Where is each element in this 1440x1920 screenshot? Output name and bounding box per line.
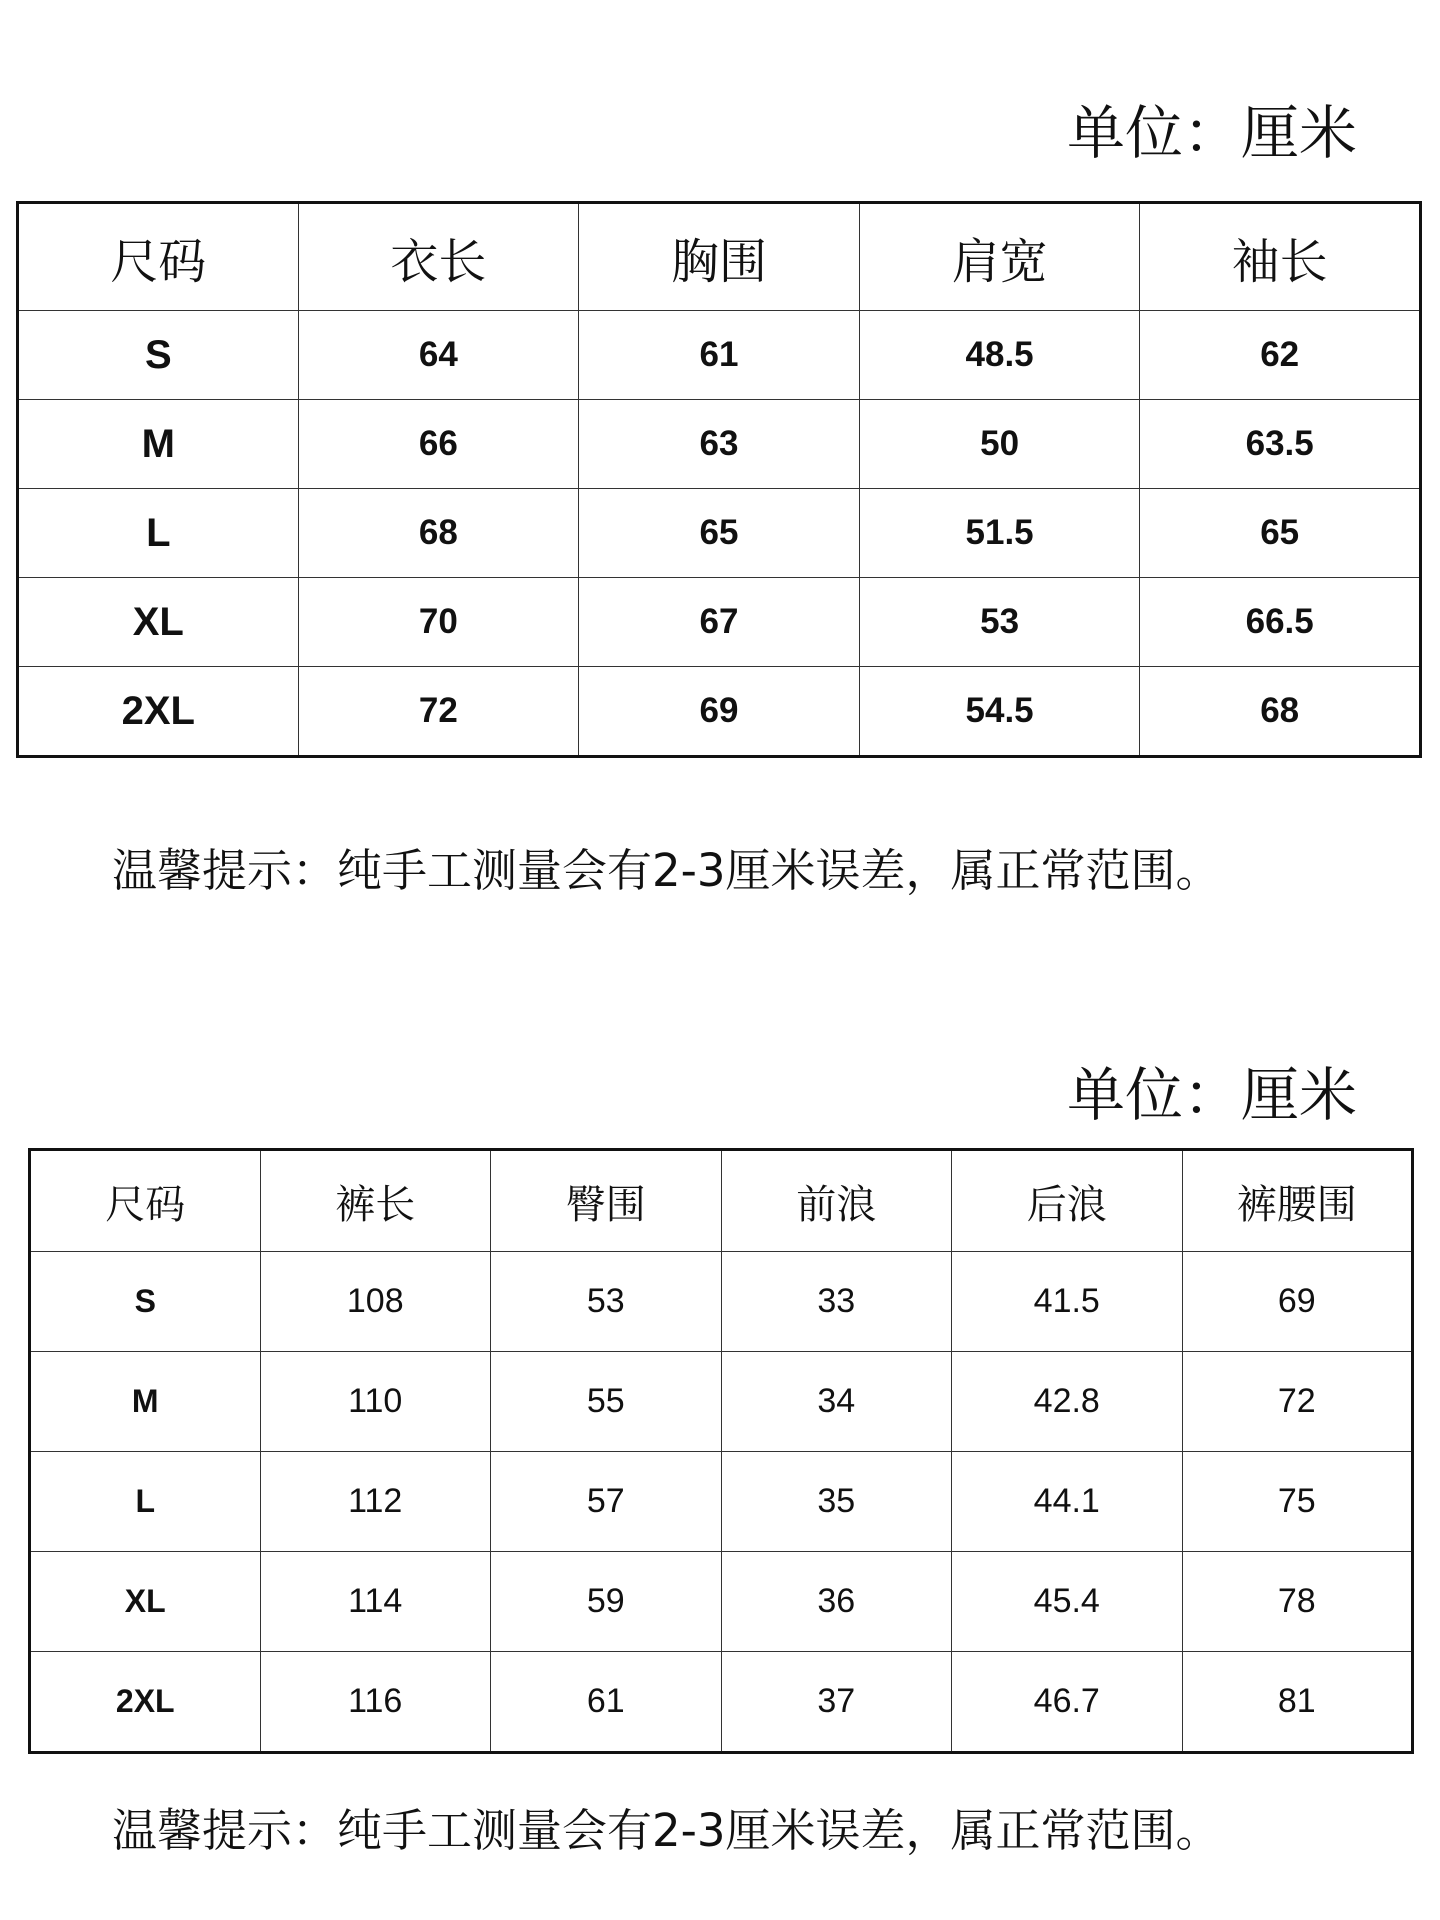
table-cell: 63: [579, 400, 860, 489]
table-cell: 78: [1182, 1552, 1413, 1652]
table-cell: 57: [491, 1452, 722, 1552]
header-pants-length: 裤长: [260, 1150, 491, 1252]
table-cell: 62: [1140, 311, 1421, 400]
table-cell: 65: [1140, 489, 1421, 578]
table-cell: 66.5: [1140, 578, 1421, 667]
table-cell: 44.1: [952, 1452, 1183, 1552]
table-cell: 69: [579, 667, 860, 757]
header-back-rise: 后浪: [952, 1150, 1183, 1252]
table-cell: 48.5: [859, 311, 1140, 400]
bottom-size-table: [28, 1148, 1414, 1754]
table-row: [30, 1352, 1413, 1452]
table-cell: 108: [260, 1252, 491, 1352]
table-cell: 68: [298, 489, 579, 578]
header-hip: 臀围: [491, 1150, 722, 1252]
table-cell: 66: [298, 400, 579, 489]
table-cell: 68: [1140, 667, 1421, 757]
table-cell: 67: [579, 578, 860, 667]
table-cell: 51.5: [859, 489, 1140, 578]
table-cell: 36: [721, 1552, 952, 1652]
table-row: [18, 311, 1421, 400]
table-row: [18, 578, 1421, 667]
size-cell: L: [30, 1452, 261, 1552]
size-cell: XL: [30, 1552, 261, 1652]
table-cell: 45.4: [952, 1552, 1183, 1652]
table-row: [18, 489, 1421, 578]
table-cell: 37: [721, 1652, 952, 1753]
table-cell: 59: [491, 1552, 722, 1652]
table-row: [30, 1652, 1413, 1753]
top-size-table: [16, 201, 1422, 758]
table-row: [30, 1552, 1413, 1652]
table-header-row: [30, 1150, 1413, 1252]
header-waist: 裤腰围: [1182, 1150, 1413, 1252]
header-shoulder: 肩宽: [859, 203, 1140, 311]
table-cell: 55: [491, 1352, 722, 1452]
size-cell: 2XL: [30, 1652, 261, 1753]
top-measurement-tip: 温馨提示：纯手工测量会有2-3厘米误差，属正常范围。: [112, 844, 1221, 897]
table-cell: 69: [1182, 1252, 1413, 1352]
table-cell: 116: [260, 1652, 491, 1753]
table-cell: 33: [721, 1252, 952, 1352]
size-cell: XL: [18, 578, 299, 667]
table-cell: 46.7: [952, 1652, 1183, 1753]
table-cell: 72: [1182, 1352, 1413, 1452]
size-cell: M: [30, 1352, 261, 1452]
table-cell: 110: [260, 1352, 491, 1452]
size-cell: S: [18, 311, 299, 400]
table-cell: 61: [579, 311, 860, 400]
table-cell: 114: [260, 1552, 491, 1652]
size-cell: S: [30, 1252, 261, 1352]
header-front-rise: 前浪: [721, 1150, 952, 1252]
table-row: [18, 400, 1421, 489]
table-cell: 72: [298, 667, 579, 757]
table-cell: 41.5: [952, 1252, 1183, 1352]
bottom-measurement-tip: 温馨提示：纯手工测量会有2-3厘米误差，属正常范围。: [112, 1804, 1221, 1857]
header-chest: 胸围: [579, 203, 860, 311]
size-cell: 2XL: [18, 667, 299, 757]
table-cell: 35: [721, 1452, 952, 1552]
table-cell: 81: [1182, 1652, 1413, 1753]
table-row: [18, 667, 1421, 757]
table-row: [30, 1252, 1413, 1352]
table-cell: 50: [859, 400, 1140, 489]
top-unit-label: 单位：厘米: [1067, 99, 1358, 167]
table-row: [30, 1452, 1413, 1552]
table-cell: 64: [298, 311, 579, 400]
table-cell: 42.8: [952, 1352, 1183, 1452]
table-cell: 75: [1182, 1452, 1413, 1552]
header-garment-length: 衣长: [298, 203, 579, 311]
header-size: 尺码: [30, 1150, 261, 1252]
table-cell: 70: [298, 578, 579, 667]
size-cell: L: [18, 489, 299, 578]
table-cell: 112: [260, 1452, 491, 1552]
header-sleeve: 袖长: [1140, 203, 1421, 311]
table-cell: 53: [859, 578, 1140, 667]
table-cell: 63.5: [1140, 400, 1421, 489]
bottom-unit-label: 单位：厘米: [1067, 1061, 1358, 1129]
table-cell: 53: [491, 1252, 722, 1352]
table-cell: 54.5: [859, 667, 1140, 757]
size-cell: M: [18, 400, 299, 489]
table-header-row: [18, 203, 1421, 311]
table-cell: 61: [491, 1652, 722, 1753]
table-cell: 34: [721, 1352, 952, 1452]
table-cell: 65: [579, 489, 860, 578]
header-size: 尺码: [18, 203, 299, 311]
